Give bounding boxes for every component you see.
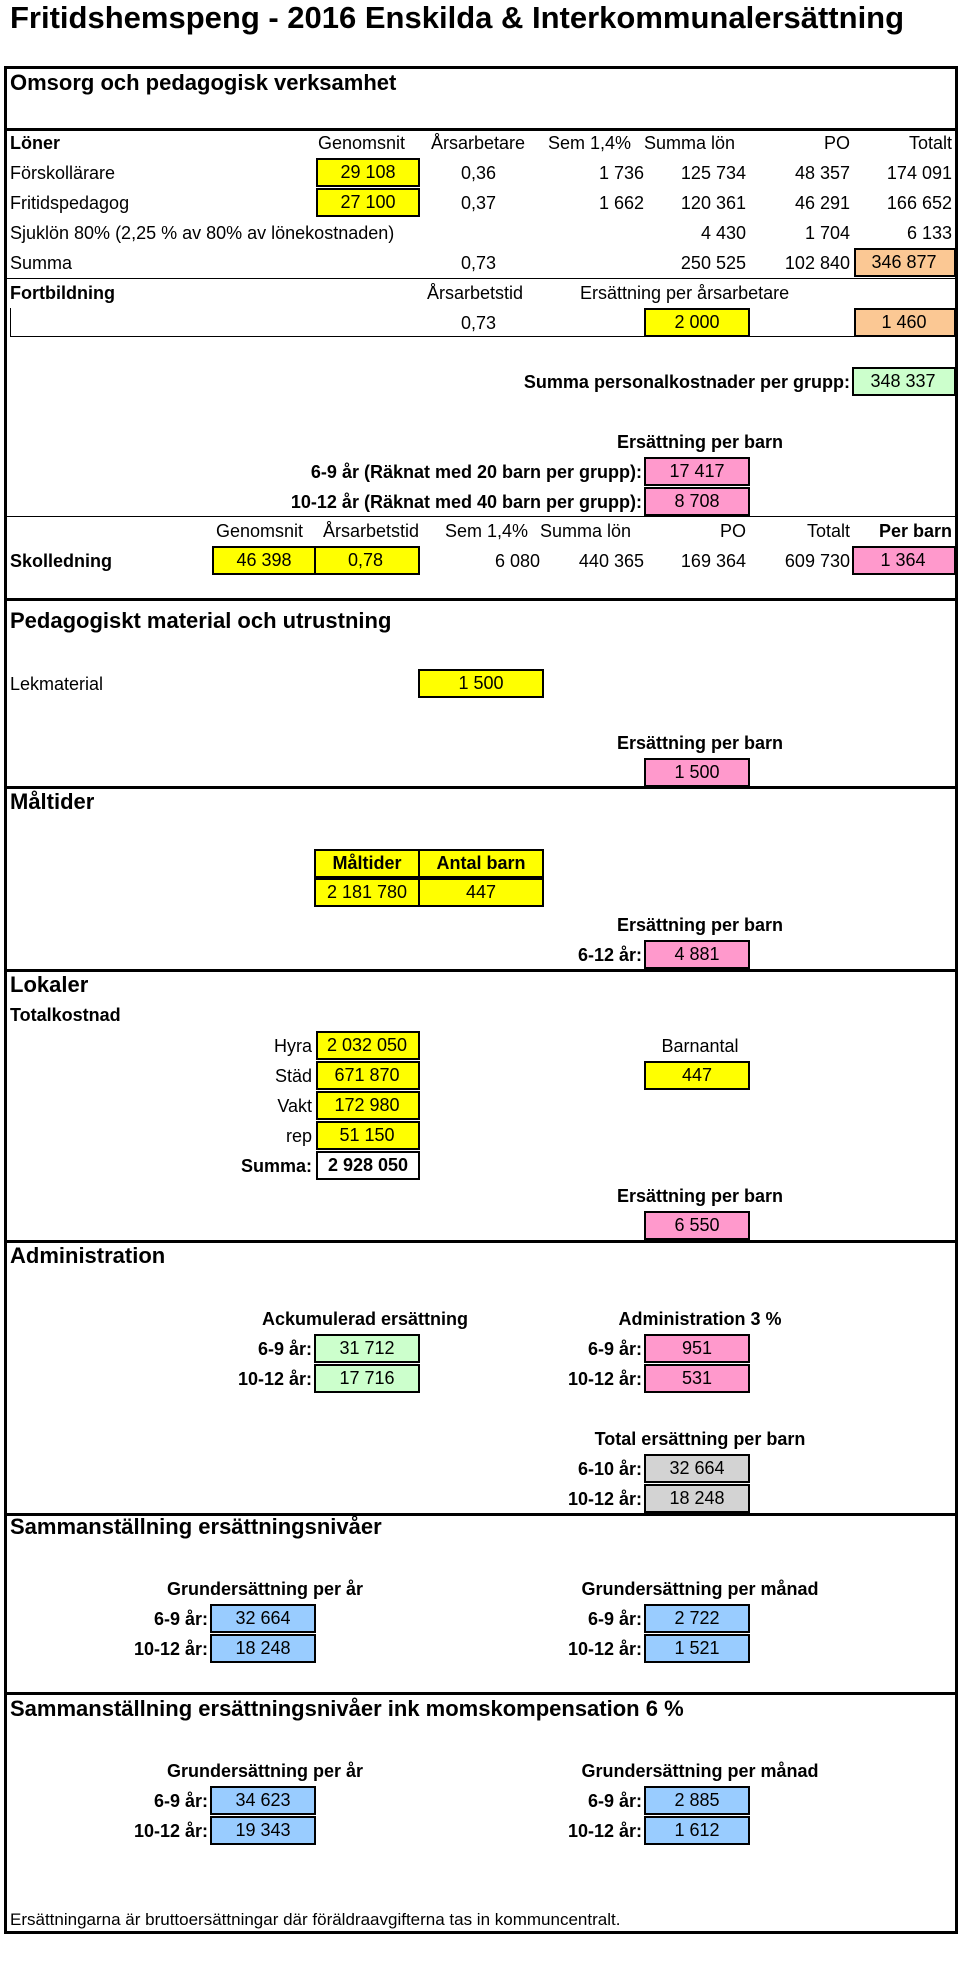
sem-value: 1 736 — [598, 163, 644, 183]
samman1-heading: Sammanställning ersättningsnivåer — [10, 1514, 382, 1539]
divider — [10, 308, 11, 337]
malt-age-value: 4 881 — [644, 940, 750, 969]
totalt-value: 6 133 — [906, 223, 952, 243]
skol-per-barn: 1 364 — [852, 546, 956, 575]
po-value: 46 291 — [794, 193, 850, 213]
fortbildning-col2: Ersättning per årsarbetare — [580, 283, 790, 303]
maltider-value2[interactable]: 447 — [418, 878, 544, 907]
lokal-item-value[interactable]: 51 150 — [316, 1121, 420, 1150]
age1-value: 17 417 — [644, 457, 750, 486]
row-label: Summa — [10, 253, 73, 273]
skol-header-summa: Summa lön — [540, 521, 632, 541]
summa-value: 120 361 — [680, 193, 746, 213]
lekmaterial-value[interactable]: 1 500 — [418, 669, 544, 698]
samman2-month-age-value: 1 612 — [644, 1816, 750, 1845]
divider — [10, 336, 958, 337]
total-age-label: 6-10 år: — [577, 1459, 642, 1479]
skol-header-per-barn: Per barn — [878, 521, 952, 541]
page-title: Fritidshemspeng - 2016 Enskilda & Interkommunalersättning — [10, 0, 905, 35]
samman2-year-age-label: 6-9 år: — [153, 1791, 208, 1811]
skol-header-arsarbetstid: Årsarbetstid — [322, 521, 419, 541]
samman2-year-label: Grundersättning per år — [166, 1761, 364, 1781]
lekmaterial-label: Lekmaterial — [10, 674, 104, 694]
lokal-item-label: Vakt — [277, 1096, 312, 1116]
summa-personal-value: 348 337 — [852, 367, 956, 396]
divider — [4, 786, 958, 789]
divider — [4, 1692, 958, 1695]
samman2-month-age-value: 2 885 — [644, 1786, 750, 1815]
totalt-cell: 346 877 — [854, 248, 956, 277]
age1-label: 6-9 år (Räknat med 20 barn per grupp): — [310, 462, 642, 482]
skol-header-genomsnit: Genomsnit — [216, 521, 304, 541]
age2-label: 10-12 år (Räknat med 40 barn per grupp): — [290, 492, 642, 512]
age2-value: 8 708 — [644, 487, 750, 516]
lokaler-heading: Lokaler — [10, 972, 89, 997]
samman1-month-age-label: 6-9 år: — [587, 1609, 642, 1629]
snitt-cell[interactable]: 29 108 — [316, 158, 420, 187]
pedagogiskt-heading: Pedagogiskt material och utrustning — [10, 608, 392, 633]
summa-value: 125 734 — [680, 163, 746, 183]
header-totalt: Totalt — [908, 133, 952, 153]
maltider-value1[interactable]: 2 181 780 — [314, 878, 420, 907]
samman2-heading: Sammanställning ersättningsnivåer ink momskompensation 6 % — [10, 1696, 684, 1721]
header-sem: Sem 1,4% — [548, 133, 632, 153]
fortbildning-ersattning[interactable]: 2 000 — [644, 308, 750, 337]
barnantal-label: Barnantal — [661, 1036, 739, 1056]
fortbildning-label: Fortbildning — [10, 283, 115, 303]
skol-summa: 440 365 — [578, 551, 644, 571]
ack-age-value: 17 716 — [314, 1364, 420, 1393]
footer-note: Ersättningarna är bruttoersättningar där föräldraavgifterna tas in kommuncentralt. — [10, 1910, 621, 1929]
adm-age-value: 951 — [644, 1334, 750, 1363]
barnantal-value[interactable]: 447 — [644, 1061, 750, 1090]
arsarb-value: 0,73 — [461, 253, 497, 273]
samman1-year-label: Grundersättning per år — [166, 1579, 364, 1599]
lokal-item-value[interactable]: 172 980 — [316, 1091, 420, 1120]
ped-ersattning-value: 1 500 — [644, 758, 750, 787]
samman1-month-age-value: 1 521 — [644, 1634, 750, 1663]
row-label: Förskollärare — [10, 163, 116, 183]
arsarb-value: 0,37 — [461, 193, 497, 213]
samman2-month-label: Grundersättning per månad — [581, 1761, 819, 1781]
samman2-year-age-label: 10-12 år: — [133, 1821, 208, 1841]
po-value: 1 704 — [804, 223, 850, 243]
ersattning-per-barn-label: Ersättning per barn — [616, 432, 784, 452]
header-po: PO — [823, 133, 850, 153]
summa-personal-label: Summa personalkostnader per grupp: — [523, 372, 850, 392]
lokal-item-value[interactable]: 2 032 050 — [316, 1031, 420, 1060]
samman1-month-age-value: 2 722 — [644, 1604, 750, 1633]
divider — [4, 969, 958, 972]
maltider-heading: Måltider — [10, 789, 95, 814]
skol-sem: 6 080 — [494, 551, 540, 571]
header-loner: Löner — [10, 133, 61, 153]
malt-age-label: 6-12 år: — [577, 945, 642, 965]
samman2-year-age-value: 19 343 — [210, 1816, 316, 1845]
lok-ersattning-label: Ersättning per barn — [616, 1186, 784, 1206]
header-summa-lon: Summa lön — [644, 133, 736, 153]
lok-ersattning-value: 6 550 — [644, 1211, 750, 1240]
ack-age-label: 6-9 år: — [257, 1339, 312, 1359]
row-label: Sjuklön 80% (2,25 % av 80% av lönekostnaden) — [10, 223, 395, 243]
total-label: Total ersättning per barn — [594, 1429, 806, 1449]
lokal-item-value[interactable]: 671 870 — [316, 1061, 420, 1090]
samman1-month-age-label: 10-12 år: — [567, 1639, 642, 1659]
adm-age-label: 6-9 år: — [587, 1339, 642, 1359]
summa-value: 250 525 — [680, 253, 746, 273]
fortbildning-arsarb: 0,73 — [461, 313, 497, 333]
adm-age-value: 531 — [644, 1364, 750, 1393]
administration-heading: Administration — [10, 1243, 166, 1268]
skol-arsarb[interactable]: 0,78 — [314, 546, 420, 575]
header-genomsnit: Genomsnit — [318, 133, 406, 153]
ack-age-value: 31 712 — [314, 1334, 420, 1363]
skol-header-totalt: Totalt — [806, 521, 850, 541]
samman1-year-age-label: 6-9 år: — [153, 1609, 208, 1629]
skol-totalt: 609 730 — [784, 551, 850, 571]
skolledning-label: Skolledning — [10, 551, 113, 571]
header-arsarbetare: Årsarbetare — [431, 133, 526, 153]
totalt-value: 166 652 — [886, 193, 952, 213]
skol-header-sem: Sem 1,4% — [445, 521, 529, 541]
ped-ersattning-label: Ersättning per barn — [616, 733, 784, 753]
lokaler-sub: Totalkostnad — [10, 1005, 121, 1025]
totalt-value: 174 091 — [886, 163, 952, 183]
skol-po: 169 364 — [680, 551, 746, 571]
samman2-month-age-label: 10-12 år: — [567, 1821, 642, 1841]
samman1-year-age-value: 18 248 — [210, 1634, 316, 1663]
lokal-item-label: Städ — [274, 1066, 312, 1086]
snitt-cell[interactable]: 27 100 — [316, 188, 420, 217]
row-label: Fritidspedagog — [10, 193, 130, 213]
lokal-summa-value: 2 928 050 — [316, 1151, 420, 1180]
skol-header-po: PO — [719, 521, 746, 541]
adm-label: Administration 3 % — [618, 1309, 782, 1329]
samman1-month-label: Grundersättning per månad — [581, 1579, 819, 1599]
po-value: 48 357 — [794, 163, 850, 183]
samman1-year-age-value: 32 664 — [210, 1604, 316, 1633]
lokal-item-label: Hyra — [273, 1036, 312, 1056]
omsorg-heading: Omsorg och pedagogisk verksamhet — [10, 70, 397, 95]
fortbildning-totalt: 1 460 — [854, 308, 956, 337]
summa-value: 4 430 — [700, 223, 746, 243]
maltider-col1: Måltider — [314, 849, 420, 878]
maltider-col2: Antal barn — [418, 849, 544, 878]
sem-value: 1 662 — [598, 193, 644, 213]
total-age-value: 32 664 — [644, 1454, 750, 1483]
ack-age-label: 10-12 år: — [237, 1369, 312, 1389]
samman2-month-age-label: 6-9 år: — [587, 1791, 642, 1811]
malt-ersattning-label: Ersättning per barn — [616, 915, 784, 935]
adm-age-label: 10-12 år: — [567, 1369, 642, 1389]
ack-label: Ackumulerad ersättning — [261, 1309, 469, 1329]
skol-snitt[interactable]: 46 398 — [212, 546, 316, 575]
lokal-summa-label: Summa: — [240, 1156, 312, 1176]
samman2-year-age-value: 34 623 — [210, 1786, 316, 1815]
total-age-label: 10-12 år: — [567, 1489, 642, 1509]
total-age-value: 18 248 — [644, 1484, 750, 1513]
fortbildning-col1: Årsarbetstid — [427, 283, 524, 303]
po-value: 102 840 — [784, 253, 850, 273]
divider — [4, 598, 958, 601]
arsarb-value: 0,36 — [461, 163, 497, 183]
lokal-item-label: rep — [285, 1126, 312, 1146]
samman1-year-age-label: 10-12 år: — [133, 1639, 208, 1659]
